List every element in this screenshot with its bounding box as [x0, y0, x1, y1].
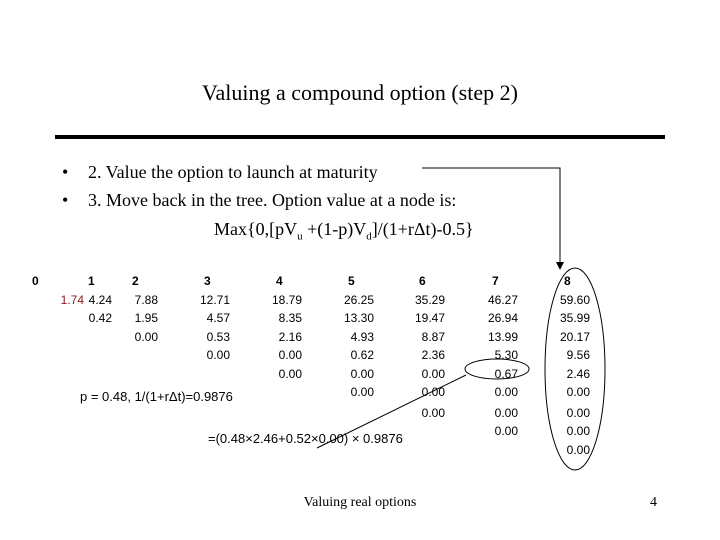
slide-footer: Valuing real options [303, 495, 417, 510]
tree-node-value: 8.87 [421, 329, 445, 344]
bullet-text: 2. Value the option to launch at maturity [88, 162, 378, 182]
tree-node-value: 4.57 [206, 311, 230, 325]
tree-node-value: 5.30 [494, 348, 518, 362]
tree-node-value: 0.00 [566, 385, 590, 399]
tree-node-value: 0.00 [566, 424, 590, 438]
tree-node-value: 0.00 [421, 385, 445, 399]
tree-node-value: 0.00 [278, 366, 302, 381]
tree-node-value: 4.93 [350, 329, 374, 344]
tree-node-value: 0.00 [278, 348, 302, 362]
tree-node-value: 59.60 [559, 292, 590, 307]
column-header: 8 [564, 274, 571, 288]
page-number: 4 [650, 495, 657, 510]
column-header: 7 [492, 274, 499, 288]
final-column-ellipse [545, 268, 605, 470]
tree-node-value: 26.94 [487, 311, 518, 325]
tree-node-value: 35.99 [559, 311, 590, 325]
tree-node-value: 20.17 [559, 329, 590, 344]
tree-node-value: 12.71 [199, 292, 230, 307]
tree-node-value: 18.79 [271, 292, 302, 307]
column-header: 0 [32, 274, 39, 288]
tree-node-value: 19.47 [414, 311, 445, 325]
tree-node-value: 0.00 [421, 366, 445, 381]
tree-node-value: 4.24 [88, 292, 112, 307]
tree-node-value: 1.74 [60, 292, 84, 307]
tree-node-value: 0.00 [206, 348, 230, 362]
bullet-dot: • [62, 190, 69, 210]
slide-title: Valuing a compound option (step 2) [202, 80, 518, 105]
selected-node-ellipse [465, 359, 529, 379]
tree-node-value: 1.95 [134, 311, 158, 325]
tree-node-value: 35.29 [414, 292, 445, 307]
column-header: 4 [276, 274, 283, 288]
column-header: 1 [88, 274, 95, 288]
tree-node-value: 0.53 [206, 329, 230, 344]
tree-node-value: 0.00 [421, 405, 445, 420]
callout-line [422, 168, 560, 268]
tree-node-value: 46.27 [487, 292, 518, 307]
tree-node-value: 8.35 [278, 311, 302, 325]
tree-node-value: 9.56 [566, 348, 590, 362]
node-value-formula: $Max\{0,[pV_u +(1-p)V_d]/(1+r\Delta t)-0.5\}$ [214, 219, 474, 243]
column-header: 6 [419, 274, 426, 288]
tree-node-value: 13.99 [487, 329, 518, 344]
tree-node-value: 7.88 [134, 292, 158, 307]
column-header: 2 [132, 274, 139, 288]
bullet-text: 3. Move back in the tree. Option value at a node is: [88, 190, 457, 210]
tree-node-value: 0.42 [88, 311, 112, 325]
tree-node-value: 2.36 [421, 348, 445, 362]
calc-pointer-line [317, 375, 466, 448]
tree-node-value: 0.00 [566, 442, 590, 457]
tree-node-value: 2.46 [566, 366, 590, 381]
tree-node-value: 0.00 [494, 424, 518, 438]
tree-node-value: 0.00 [134, 329, 158, 344]
tree-parameters: p = 0.48, 1/(1+rΔt)=0.9876 [80, 389, 233, 404]
tree-node-value: 26.25 [343, 292, 374, 307]
tree-node-value: 0.62 [350, 348, 374, 362]
tree-node-value: 2.16 [278, 329, 302, 344]
callout-arrowhead [556, 262, 564, 270]
tree-node-value: 0.00 [494, 385, 518, 399]
tree-node-value: 0.00 [494, 405, 518, 420]
bullet-dot: • [62, 162, 69, 182]
tree-node-value: 0.00 [350, 366, 374, 381]
column-header: 5 [348, 274, 355, 288]
column-header: 3 [204, 274, 211, 288]
tree-node-value: 13.30 [343, 311, 374, 325]
node-calculation: =(0.48×2.46+0.52×0.00) × 0.9876 [208, 431, 403, 446]
tree-node-value: 0.00 [350, 385, 374, 399]
tree-node-value: 0.00 [566, 405, 590, 420]
tree-node-value: 0.67 [494, 366, 518, 381]
